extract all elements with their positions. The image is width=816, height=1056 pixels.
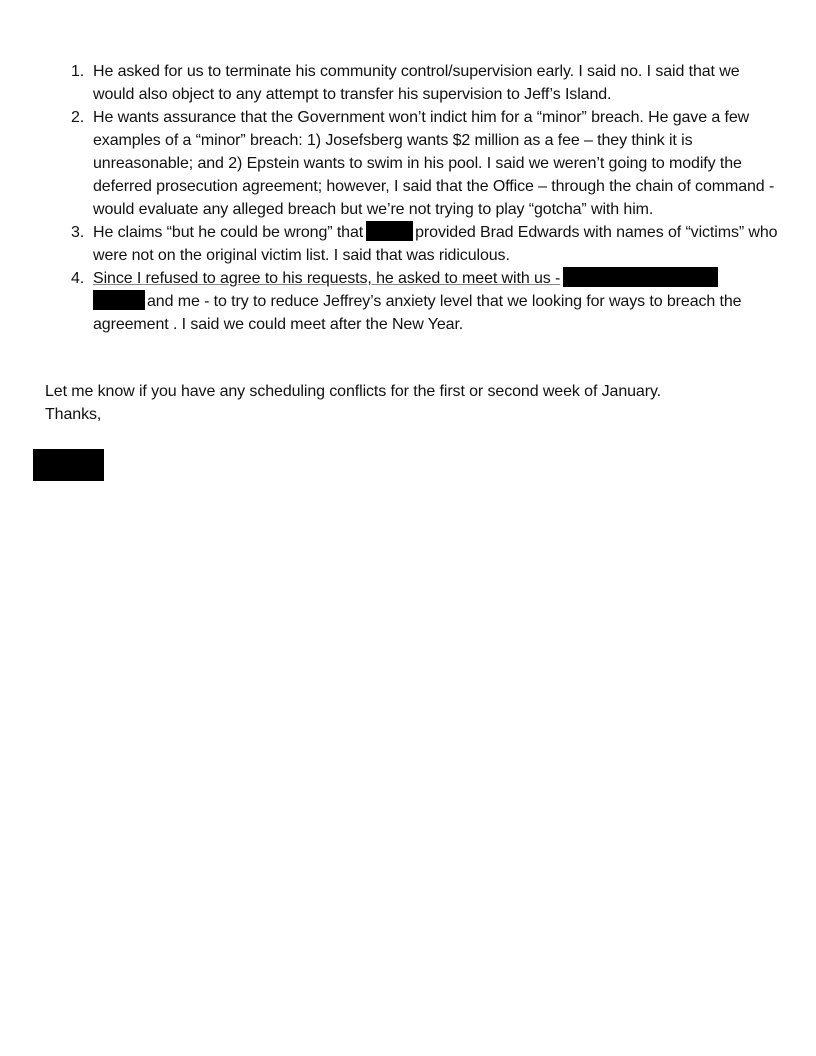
list-item-number: 3. (71, 224, 85, 241)
list-item-number: 4. (71, 270, 85, 287)
list-item (71, 60, 783, 106)
list-item-text: He wants assurance that the Government won’t indict him for a “minor” breach. He gave a few examples of a “minor” breach: 1) Josefsberg wants $2 million as a fee – they think it is unreasonable; and 2) Epstein wants to swim in his pool. I said we weren’t going to modify the deferred prosecution agreement; however, I said that the Office – through the chain of command - would evaluate any alleged breach but we’re not trying to play “gotcha” with him. (93, 109, 775, 218)
list-item (71, 221, 783, 267)
list-item-text: He asked for us to terminate his community control/supervision early. I said no. I said that we would also object to any attempt to transfer his supervision to Jeff’s Island. (93, 63, 740, 103)
list-item-text-after: and me - to try to reduce Jeffrey’s anxiety level that we looking for ways to breach the agreement . I said we could meet after the New Year. (93, 293, 742, 333)
redaction-box (563, 267, 718, 287)
list-item (71, 267, 783, 336)
list-item-text-before: Since I refused to agree to his requests, he asked to meet with us - (93, 270, 561, 287)
closing-block (45, 380, 785, 426)
list-item-text-after: provided Brad Edwards with names of “victims” who were not on the original victim list. I said that was ridiculous. (93, 224, 778, 264)
redaction-box (93, 290, 145, 310)
list-item-number: 1. (71, 63, 85, 80)
closing-line: Let me know if you have any scheduling conflicts for the first or second week of January. (45, 383, 662, 400)
numbered-list (71, 60, 783, 336)
signoff: Thanks, (45, 406, 102, 423)
list-item-number: 2. (71, 109, 85, 126)
list-item (71, 106, 783, 221)
signature-redaction-box (33, 449, 104, 481)
redaction-box (366, 221, 413, 241)
list-item-text-before: He claims “but he could be wrong” that (93, 224, 364, 241)
